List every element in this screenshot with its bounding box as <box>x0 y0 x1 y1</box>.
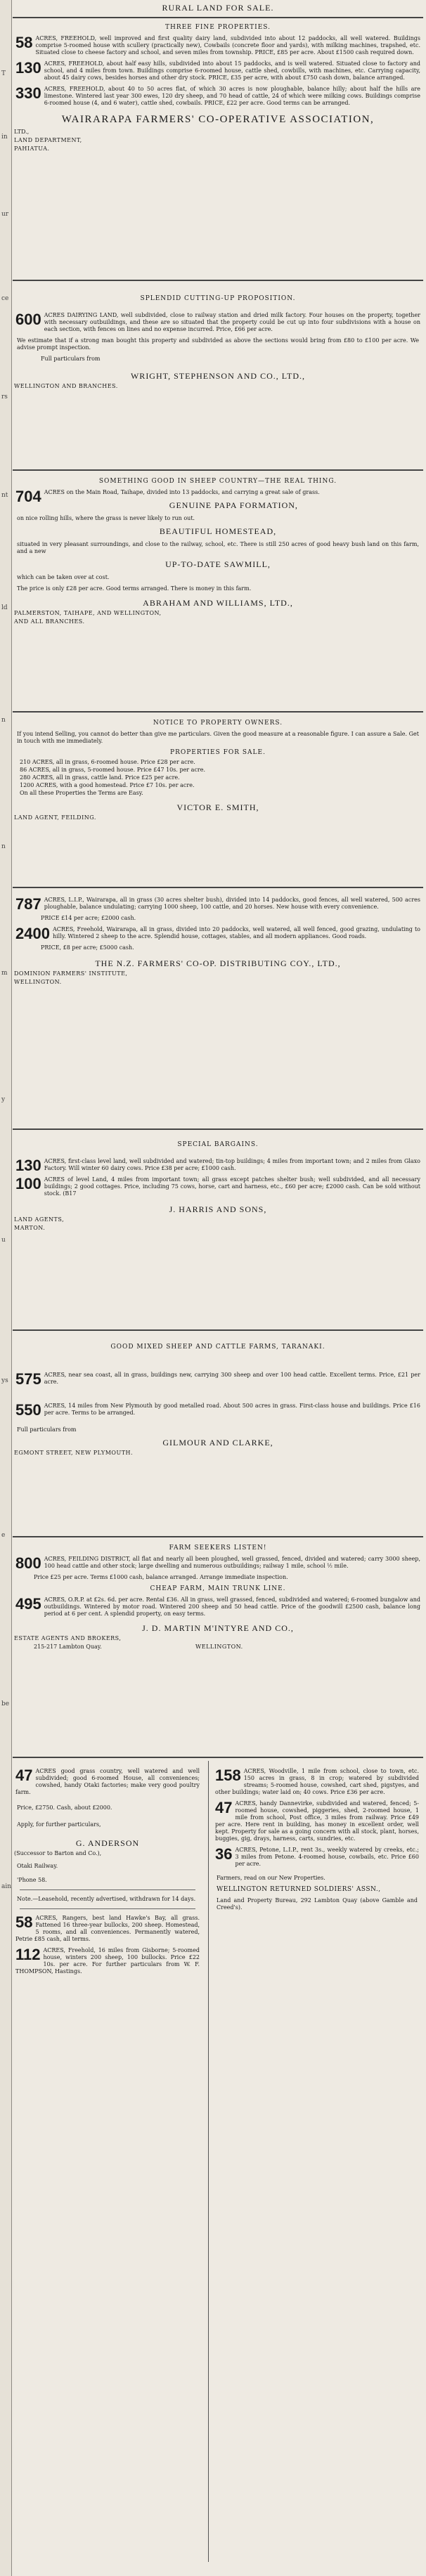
ad-wairarapa-farmers <box>13 21 423 274</box>
listing <box>15 60 420 82</box>
listing-price: PRICE, £8 per acre; £5000 cash. <box>41 944 134 951</box>
margin-mark: e <box>1 1532 6 1539</box>
listing-acres: 800 <box>15 1554 41 1572</box>
agent-succession: (Successor to Barton and Co.), <box>14 1850 102 1856</box>
ad-paragraph: which can be taken over at cost. <box>17 574 110 580</box>
listing-acres: 2400 <box>15 925 50 942</box>
margin-strip <box>0 0 12 2576</box>
agent-name: WRIGHT, STEPHENSON AND CO., LTD., <box>130 371 305 381</box>
margin-mark: ce <box>1 295 9 302</box>
agent-institute: DOMINION FARMERS' INSTITUTE, <box>14 970 128 977</box>
newspaper-column <box>13 0 423 2576</box>
listing <box>15 1915 200 1943</box>
listing-acres: 58 <box>15 1913 33 1931</box>
page-header <box>13 0 423 15</box>
ad-paragraph: on nice rolling hills, where the grass is never likely to run out. <box>17 515 195 521</box>
listing-text: ACRES, FREEHOLD, well improved and first quality dairy land, subdivided into about 12 paddocks, all well watered. Buildings comprise 5-roomed house with scullery (practically new), Cowbails (concrete floor and yards), with milking machines, trapshed, etc. Situated close to cheese factory and school, and seven miles from township. PRICE, £85 per acre. About £1500 cash required down. <box>35 35 420 56</box>
listing-acres: 575 <box>15 1370 41 1388</box>
listing-acres: 330 <box>15 84 41 102</box>
divider <box>13 1128 423 1130</box>
listing <box>15 35 420 56</box>
agent-address: Land and Property Bureau, 292 Lambton Quay (above Gamble and Creed's). <box>217 1897 418 1911</box>
ad-abraham-williams <box>13 475 423 707</box>
margin-mark: u <box>1 1237 6 1244</box>
listing-acres: 550 <box>15 1401 41 1419</box>
ad-heading: SPLENDID CUTTING-UP PROPOSITION. <box>140 295 296 302</box>
listing-text: ACRES, FREEHOLD, about 40 to 50 acres flat, of which 30 acres is now ploughable, balance hilly; about half the hills are limestone. Wintered last year 300 ewes, 120 dry sheep, and 70 head of cattle, 24 of which were milking cows. Buildings comprise 6-roomed house (4, and 6 water), cattle shed, cowbails. PRICE, £22 per acre. Good terms can be arranged. <box>44 86 420 106</box>
listing <box>15 1176 420 1197</box>
agent-department: LAND DEPARTMENT, <box>14 137 82 143</box>
divider <box>13 887 423 888</box>
ad-wright-stephenson <box>13 288 423 464</box>
margin-mark: nt <box>1 492 8 499</box>
listing-price: Price, £2750. Cash, about £2000. <box>17 1804 112 1811</box>
margin-mark: rs <box>1 393 8 401</box>
agent-name: THE N.Z. FARMERS' CO-OP. DISTRIBUTING COY., LTD., <box>95 958 341 968</box>
listing-acres: 47 <box>15 1767 33 1784</box>
divider <box>13 1329 423 1331</box>
ad-heading: FARM SEEKERS LISTEN! <box>169 1544 267 1552</box>
listing-text: ACRES, first-class level land, well subdivided and watered; tin-top buildings; 4 miles from important town; and 2 miles from Glaxo Factory. Will winter 60 dairy cows. Price £38 per acre; £1000 cash. <box>44 1158 420 1171</box>
listing <box>15 86 420 107</box>
ad-paragraph: We estimate that if a strong man bought this property and subdivided as above the sections would bring from £80 to £100 per acre. We advise prompt inspection. <box>17 337 419 351</box>
listing <box>15 312 420 333</box>
listing <box>15 1768 200 1796</box>
agent-town: Otaki Railway. <box>17 1863 58 1869</box>
divider <box>13 280 423 281</box>
divider <box>20 1908 195 1909</box>
agent-suffix: LTD., <box>14 129 30 135</box>
listing <box>15 1403 420 1417</box>
listing <box>15 926 420 940</box>
withdrawal-note: Note.—Leasehold, recently advertised, withdrawn for 14 days. <box>17 1896 196 1902</box>
listing-acres: 495 <box>15 1595 41 1613</box>
listing <box>15 1158 420 1172</box>
ad-heading: GOOD MIXED SHEEP AND CATTLE FARMS, TARANAKI. <box>110 1344 325 1351</box>
listing-acres: 158 <box>215 1767 241 1784</box>
apply-line: Apply, for further particulars, <box>17 1821 101 1828</box>
feature-heading: UP-TO-DATE SAWMILL, <box>165 559 271 569</box>
listing <box>215 1800 419 1842</box>
contact-line: Full particulars from <box>17 1426 77 1433</box>
margin-mark: T <box>1 70 6 77</box>
listing-price: Price £25 per acre. Terms £1000 cash, balance arranged. Arrange immediate inspection. <box>34 1574 288 1580</box>
listing-price: PRICE £14 per acre; £2000 cash. <box>41 915 136 921</box>
agent-street: 215-217 Lambton Quay. <box>34 1644 102 1650</box>
agent-town: WELLINGTON. <box>14 979 62 985</box>
contact-line: Full particulars from <box>41 356 101 362</box>
listing-text: ACRES, Petone, L.I.P., rent 3s., weekly watered by creeks, etc.; 3 miles from Petone. 4-roomed house, cowbails, etc. Price £60 per acre. <box>235 1847 419 1867</box>
divider <box>20 1889 195 1890</box>
ad-returned-soldiers <box>212 1761 422 2569</box>
listing-text: ACRES, O.R.P. at £2s. 6d. per acre. Rental £36. All in grass, well grassed, fenced, subdivided and watered; 6-roomed bungalow and outbuildings. Wintered by motor road. Wintered 200 sheep and 50 head cattle. Price of the goodwill £2500 cash, balance long period at 6 per cent. A splendid property, on easy terms. <box>44 1596 420 1617</box>
agent-name: J. HARRIS AND SONS, <box>169 1204 267 1214</box>
property-line: 86 ACRES, all in grass, 5-roomed house. Price £47 10s. per acre. <box>20 767 206 773</box>
margin-mark: be <box>1 1700 10 1707</box>
agent-branches: WELLINGTON AND BRANCHES. <box>14 383 118 389</box>
listing-text: ACRES, FEILDING DISTRICT, all flat and nearly all been ploughed, well grassed, fenced, divided and watered; carry 3000 sheep, 100 head cattle and other stock; large dwelling and numerous outbuildings; railway 1 mile, school ½ mile. <box>44 1556 420 1569</box>
margin-mark: in <box>1 134 8 141</box>
margin-mark: ur <box>1 211 9 218</box>
margin-mark: n <box>1 843 6 850</box>
listing-text: ACRES on the Main Road, Taihape, divided into 13 paddocks, and carrying a great sale of grass. <box>44 489 320 495</box>
margin-mark: m <box>1 970 8 977</box>
listing-acres: 58 <box>15 34 33 51</box>
margin-mark: ys <box>1 1377 8 1384</box>
property-line: On all these Properties the Terms are Easy. <box>20 790 143 796</box>
property-line: 1200 ACRES, with a good homestead. Price £7 10s. per acre. <box>20 782 195 788</box>
agent-town: PAHIATUA. <box>14 145 50 152</box>
listing-text: ACRES, Rangers, best land Hawke's Bay, all grass. Fattened 16 three-year bullocks, 200 sheep. Homestead, 5 rooms, and all conveniences. Permanently watered, Petrie £85 cash, all terms. <box>15 1915 200 1942</box>
column-divider <box>208 1761 209 2562</box>
listing-text: ACRES, L.I.P., Wairarapa, all in grass (30 acres shelter bush), divided into 14 paddocks, good fences, all well watered, 500 acres ploughable, balance undulating; carrying 1000 sheep, 100 cattle, and 20 horses. New house with every convenience. <box>44 897 420 910</box>
listing-text: ACRES of level Land, 4 miles from important town; all grass except patches shelter bush; well subdivided, and all necessary buildings; 2 good cottages. Price, including 75 cows, horse, cart and harness, etc., £60 per acre; £2000 cash. Can be sold without stock. (B17 <box>44 1176 420 1197</box>
listing-text: ACRES, 14 miles from New Plymouth by good metalled road. About 500 acres in grass. First-class house and buildings. Price £16 per acre. Terms to be arranged. <box>44 1403 420 1416</box>
agent-name: J. D. MARTIN M'INTYRE AND CO., <box>142 1623 294 1633</box>
listing-acres: 130 <box>15 59 41 77</box>
ad-subheading: CHEAP FARM, MAIN TRUNK LINE. <box>150 1585 286 1592</box>
divider <box>13 17 423 18</box>
listing-text: ACRES, Freehold, Wairarapa, all in grass, divided into 20 paddocks, well watered, all well fenced, good grazing, undulating to hilly. Wintered 2 sheep to the acre. Splendid house, cottages, stables, and all modern appliances. Good roads. <box>52 926 420 939</box>
two-column-ads <box>13 1761 423 2569</box>
divider <box>13 1757 423 1758</box>
ad-victor-smith <box>13 717 423 882</box>
feature-heading: GENUINE PAPA FORMATION, <box>169 500 298 510</box>
ad-heading: SPECIAL BARGAINS. <box>177 1141 259 1148</box>
ad-subheading: PROPERTIES FOR SALE. <box>170 749 266 756</box>
ad-nz-farmers-coop <box>13 892 423 1124</box>
agent-title: LAND AGENTS, <box>14 1216 65 1223</box>
listing <box>15 1596 420 1618</box>
ad-paragraph: situated in very pleasant surroundings, and close to the railway, school, etc. There is still 250 acres of good heavy bush land on this farm, and a new <box>17 541 419 554</box>
ad-paragraph: If you intend Selling, you cannot do better than give me particulars. Given the good measure at a reasonable figure. I can assure a Sale. Get in touch with me immediately. <box>17 731 419 744</box>
property-line: 210 ACRES, all in grass, 6-roomed house. Price £28 per acre. <box>20 759 195 765</box>
ad-heading: SOMETHING GOOD IN SHEEP COUNTRY—THE REAL THING. <box>98 478 337 485</box>
agent-name: WAIRARAPA FARMERS' CO-OPERATIVE ASSOCIATION, <box>61 114 375 125</box>
listing <box>15 1947 200 1975</box>
ad-martin-mintyre <box>13 1542 423 1752</box>
listing-acres: 36 <box>215 1845 233 1863</box>
listing <box>15 1556 420 1570</box>
agent-name: ABRAHAM AND WILLIAMS, LTD., <box>143 598 293 608</box>
listing <box>215 1847 419 1868</box>
agent-name: WELLINGTON RETURNED SOLDIERS' ASSN., <box>217 1886 381 1893</box>
ad-g-anderson <box>13 1761 202 2569</box>
margin-mark: n <box>1 717 6 724</box>
margin-mark: ld <box>1 604 8 611</box>
listing-text: ACRES, FREEHOLD, about half easy hills, subdivided into about 15 paddocks, and is well watered. Situated close to factory and school, and 4 miles from town. Buildings comprise 6-roomed house, cattle shed, cowbills, with machines, etc. Carrying capacity, about 45 dairy cows, besides horses and other dry stock. PRICE, £35 per acre, with about £750 cash down, balance arranged. <box>44 60 420 81</box>
listing-text: ACRES, Freehold, 16 miles from Gisborne; 5-roomed house, winters 200 sheep, 100 bullocks. Price £22 10s. per acre. For further particulars from W. F. THOMPSON, Hastings. <box>15 1947 200 1975</box>
agent-title: ESTATE AGENTS AND BROKERS, <box>14 1635 122 1641</box>
footer-note: Farmers, read on our New Properties. <box>217 1875 325 1881</box>
agent-branches: AND ALL BRANCHES. <box>14 618 85 625</box>
ad-j-harris <box>13 1134 423 1324</box>
agent-offices: PALMERSTON, TAIHAPE, AND WELLINGTON, <box>14 610 162 616</box>
margin-mark: y <box>1 1096 6 1103</box>
listing-text: ACRES, handy Dannevirke, subdivided and watered, fenced; 5-roomed house, cowshed, piggeries, shed, 2-roomed house, 1 mile from school, Post office, 3 miles from railway. Price £49 per acre. Here rent in building, has money in excellent order, well kept. Property for sale as a going concern with all stock, plant, horses, buggies, gig, drays, harness, carts, sundries, etc. <box>215 1800 419 1842</box>
agent-town: WELLINGTON. <box>195 1644 243 1650</box>
listing-acres: 112 <box>15 1946 41 1963</box>
agent-name: VICTOR E. SMITH, <box>176 802 259 812</box>
listing-text: ACRES good grass country, well watered and well subdivided; good 6-roomed House, all conveniences; cowshed, handy Otaki factories; make very good poultry farm. <box>15 1768 200 1795</box>
margin-mark: ain <box>1 1883 12 1890</box>
divider <box>13 711 423 713</box>
agent-phone: 'Phone 58. <box>17 1877 47 1883</box>
feature-heading: BEAUTIFUL HOMESTEAD, <box>159 526 277 536</box>
divider <box>13 1536 423 1537</box>
agent-name: GILMOUR AND CLARKE, <box>162 1438 273 1448</box>
agent-address: EGMONT STREET, NEW PLYMOUTH. <box>14 1450 134 1456</box>
ad-heading: NOTICE TO PROPERTY OWNERS. <box>153 720 283 727</box>
ad-paragraph: The price is only £28 per acre. Good terms arranged. There is money in this farm. <box>17 585 252 592</box>
listing-text: ACRES DAIRYING LAND, well subdivided, close to railway station and dried milk factory. Four houses on the property, together with necessary outbuildings, and these are so situated that the property could be cut up into four subdivisions with a house on each section, with fences on lines and no expense incurred. Price, £66 per acre. <box>44 312 420 332</box>
ad-gilmour-clarke <box>13 1335 423 1532</box>
agent-title: LAND AGENT, FEILDING. <box>14 814 96 821</box>
listing <box>215 1768 419 1796</box>
listing-acres: 130 <box>15 1157 41 1174</box>
listing-text: ACRES, Woodville, 1 mile from school, close to town, etc. 150 acres in grass, 8 in crop; watered by subdivided streams; 5-roomed house, cowshed, cart shed, pigstyes, and other buildings; water laid on; 40 cows. Price £36 per acre. <box>215 1768 419 1795</box>
divider <box>13 469 423 471</box>
listing-acres: 100 <box>15 1175 41 1192</box>
agent-address-row <box>13 1644 423 1652</box>
listing-acres: 787 <box>15 895 41 913</box>
agent-town: MARTON. <box>14 1225 46 1231</box>
property-line: 280 ACRES, all in grass, cattle land. Price £25 per acre. <box>20 774 180 781</box>
listing <box>15 897 420 911</box>
listing-acres: 600 <box>15 311 41 328</box>
listing <box>15 1372 420 1386</box>
page-title: RURAL LAND FOR SALE. <box>162 3 274 13</box>
ad-heading: THREE FINE PROPERTIES. <box>164 24 271 31</box>
listing-acres: 704 <box>15 488 41 505</box>
listing-text: ACRES, near sea coast, all in grass, buildings new, carrying 300 sheep and over 100 head cattle. Excellent terms. Price, £21 per acre. <box>44 1372 420 1385</box>
listing-acres: 47 <box>215 1799 233 1816</box>
agent-name: G. ANDERSON <box>75 1838 140 1848</box>
